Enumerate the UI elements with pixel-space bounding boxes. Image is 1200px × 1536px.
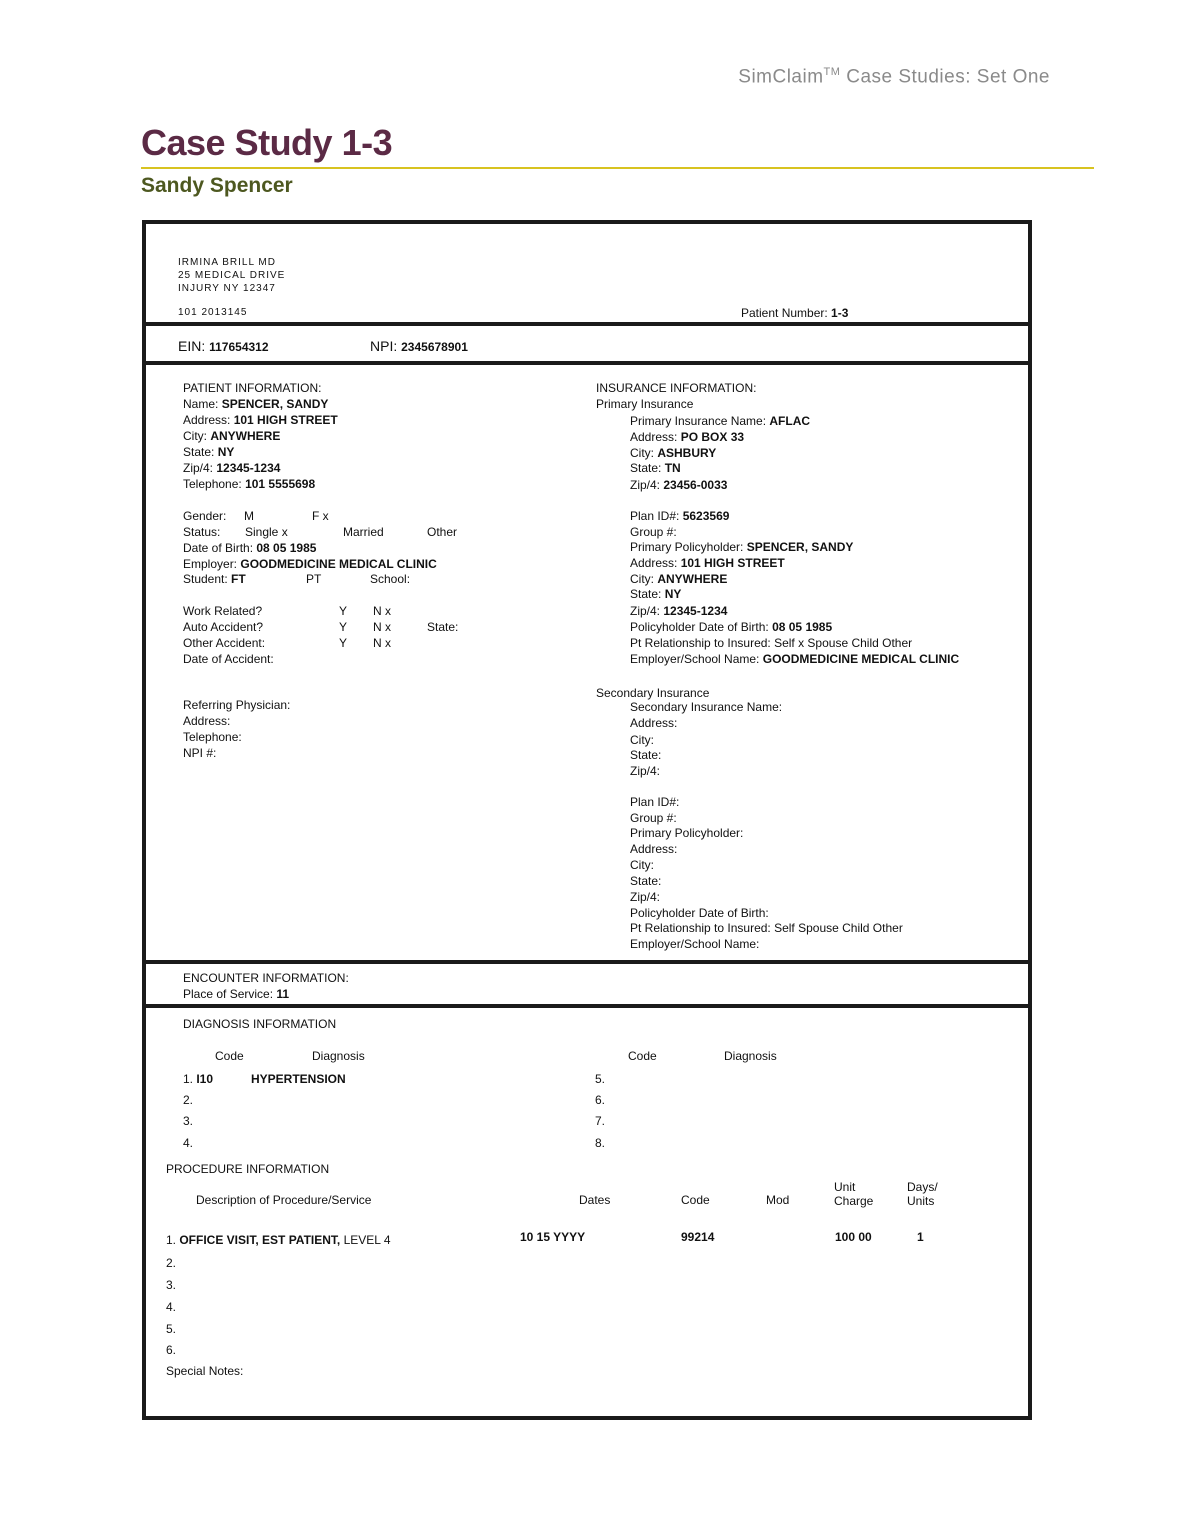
secondary-plan-id: Plan ID#: — [630, 795, 680, 809]
relationship-to-insured: Pt Relationship to Insured: Self x Spouse Child Other — [630, 636, 913, 650]
diagnosis-desc-header-right: Diagnosis — [724, 1049, 777, 1063]
gender-label: Gender: — [183, 509, 227, 523]
primary-insurance-label: Primary Insurance — [596, 397, 694, 411]
plan-id: Plan ID#: 5623569 — [630, 509, 730, 523]
ein: EIN: 117654312 — [178, 338, 269, 354]
secondary-ph-dob: Policyholder Date of Birth: — [630, 906, 769, 920]
other-accident-n: N x — [373, 636, 391, 650]
policyholder-address: Address: 101 HIGH STREET — [630, 556, 785, 570]
divider — [146, 322, 1028, 326]
diagnosis-row-6: 6. — [595, 1093, 606, 1107]
diagnosis-row-7: 7. — [595, 1114, 606, 1128]
diagnosis-desc-header: Diagnosis — [312, 1049, 365, 1063]
student-status: Student: FT — [183, 572, 246, 586]
procedure-desc-header: Description of Procedure/Service — [196, 1193, 372, 1207]
divider — [146, 960, 1028, 964]
policyholder-dob: Policyholder Date of Birth: 08 05 1985 — [630, 620, 833, 634]
title-rule — [141, 167, 1094, 169]
series-header: SimClaim™ Case Studies: Set One — [738, 66, 1050, 88]
insurer-city: City: ASHBURY — [630, 446, 717, 460]
diagnosis-row-3: 3. — [183, 1114, 194, 1128]
divider — [146, 361, 1028, 365]
secondary-ph-state: State: — [630, 874, 662, 888]
insurer-zip: Zip/4: 23456-0033 — [630, 478, 728, 492]
divider — [146, 1004, 1028, 1008]
insurance-section-label: INSURANCE INFORMATION: — [596, 381, 757, 395]
primary-insurance-name: Primary Insurance Name: AFLAC — [630, 414, 811, 428]
gender-m: M — [244, 509, 254, 523]
secondary-address: Address: — [630, 716, 678, 730]
encounter-section-label: ENCOUNTER INFORMATION: — [183, 971, 349, 985]
auto-accident-state: State: — [427, 620, 459, 634]
referring-npi-label: NPI #: — [183, 746, 217, 760]
secondary-ph-zip: Zip/4: — [630, 890, 661, 904]
secondary-state: State: — [630, 748, 662, 762]
insurer-address: Address: PO BOX 33 — [630, 430, 745, 444]
procedure-row-2: 2. — [166, 1256, 177, 1270]
procedure-days-header: Days/ Units — [907, 1180, 938, 1208]
patient-city: City: ANYWHERE — [183, 429, 281, 443]
insurer-state: State: TN — [630, 461, 681, 475]
diagnosis-section-label: DIAGNOSIS INFORMATION — [183, 1017, 337, 1031]
provider-citystatezip: INJURY NY 12347 — [178, 283, 276, 294]
patient-name: Name: SPENCER, SANDY — [183, 397, 329, 411]
patient-dob: Date of Birth: 08 05 1985 — [183, 541, 317, 555]
diagnosis-row-2: 2. — [183, 1093, 194, 1107]
secondary-city: City: — [630, 733, 654, 747]
patient-address: Address: 101 HIGH STREET — [183, 413, 338, 427]
secondary-insurance-label: Secondary Insurance — [596, 686, 710, 700]
group-number: Group #: — [630, 525, 677, 539]
procedure-row-4: 4. — [166, 1300, 177, 1314]
provider-street: 25 MEDICAL DRIVE — [178, 270, 286, 281]
work-related-label: Work Related? — [183, 604, 263, 618]
student-pt: PT — [306, 572, 322, 586]
procedure-section-label: PROCEDURE INFORMATION — [166, 1162, 330, 1176]
secondary-relationship: Pt Relationship to Insured: Self Spouse Child Other — [630, 921, 903, 935]
status-other: Other — [427, 525, 458, 539]
auto-accident-y: Y — [339, 620, 348, 634]
other-accident-label: Other Accident: — [183, 636, 266, 650]
procedure-row-1: 1. OFFICE VISIT, EST PATIENT, LEVEL 4 — [166, 1233, 391, 1247]
secondary-policyholder: Primary Policyholder: — [630, 826, 744, 840]
case-form — [142, 220, 1032, 1420]
secondary-insurance-name: Secondary Insurance Name: — [630, 700, 783, 714]
patient-section-label: PATIENT INFORMATION: — [183, 381, 322, 395]
auto-accident-label: Auto Accident? — [183, 620, 264, 634]
referring-telephone-label: Telephone: — [183, 730, 242, 744]
secondary-ph-address: Address: — [630, 842, 678, 856]
date-of-accident-label: Date of Accident: — [183, 652, 274, 666]
diagnosis-row-1-desc: HYPERTENSION — [251, 1072, 346, 1086]
procedure-row-5: 5. — [166, 1322, 177, 1336]
work-related-y: Y — [339, 604, 348, 618]
referring-physician-label: Referring Physician: — [183, 698, 291, 712]
patient-subtitle: Sandy Spencer — [141, 174, 293, 197]
procedure-code-header: Code — [681, 1193, 710, 1207]
special-notes-label: Special Notes: — [166, 1364, 244, 1378]
diagnosis-row-5: 5. — [595, 1072, 606, 1086]
auto-accident-n: N x — [373, 620, 391, 634]
secondary-group: Group #: — [630, 811, 677, 825]
patient-zip: Zip/4: 12345-1234 — [183, 461, 281, 475]
procedure-row-1-units: 1 — [917, 1230, 924, 1244]
provider-phone: 101 2013145 — [178, 307, 248, 318]
procedure-row-6: 6. — [166, 1343, 177, 1357]
policyholder-state: State: NY — [630, 587, 682, 601]
case-title: Case Study 1-3 — [141, 122, 393, 163]
provider-name: IRMINA BRILL MD — [178, 257, 276, 268]
student-school: School: — [370, 572, 411, 586]
diagnosis-code-header-right: Code — [628, 1049, 657, 1063]
work-related-n: N x — [373, 604, 391, 618]
diagnosis-code-header: Code — [215, 1049, 244, 1063]
secondary-ph-city: City: — [630, 858, 654, 872]
referring-address-label: Address: — [183, 714, 231, 728]
patient-state: State: NY — [183, 445, 235, 459]
diagnosis-row-8: 8. — [595, 1136, 606, 1150]
procedure-row-1-code: 99214 — [681, 1230, 715, 1244]
status-label: Status: — [183, 525, 221, 539]
secondary-zip: Zip/4: — [630, 764, 661, 778]
patient-telephone: Telephone: 101 5555698 — [183, 477, 316, 491]
other-accident-y: Y — [339, 636, 348, 650]
patient-employer: Employer: GOODMEDICINE MEDICAL CLINIC — [183, 557, 437, 571]
status-married: Married — [343, 525, 384, 539]
npi: NPI: 2345678901 — [370, 338, 468, 354]
procedure-mod-header: Mod — [766, 1193, 790, 1207]
policyholder-city: City: ANYWHERE — [630, 572, 728, 586]
diagnosis-row-4: 4. — [183, 1136, 194, 1150]
procedure-row-1-date: 10 15 YYYY — [520, 1230, 586, 1244]
insured-employer: Employer/School Name: GOODMEDICINE MEDICAL CLINIC — [630, 652, 960, 666]
procedure-row-1-charge: 100 00 — [835, 1230, 872, 1244]
policyholder-zip: Zip/4: 12345-1234 — [630, 604, 728, 618]
primary-policyholder: Primary Policyholder: SPENCER, SANDY — [630, 540, 854, 554]
diagnosis-row-1: 1. I10 — [183, 1072, 214, 1086]
secondary-employer: Employer/School Name: — [630, 937, 760, 951]
procedure-dates-header: Dates — [579, 1193, 611, 1207]
gender-f: F x — [312, 509, 329, 523]
status-single: Single x — [245, 525, 288, 539]
procedure-unit-header: Unit Charge — [834, 1180, 874, 1208]
patient-number: Patient Number: 1-3 — [741, 306, 849, 320]
place-of-service: Place of Service: 11 — [183, 987, 290, 1001]
procedure-row-3: 3. — [166, 1278, 177, 1292]
